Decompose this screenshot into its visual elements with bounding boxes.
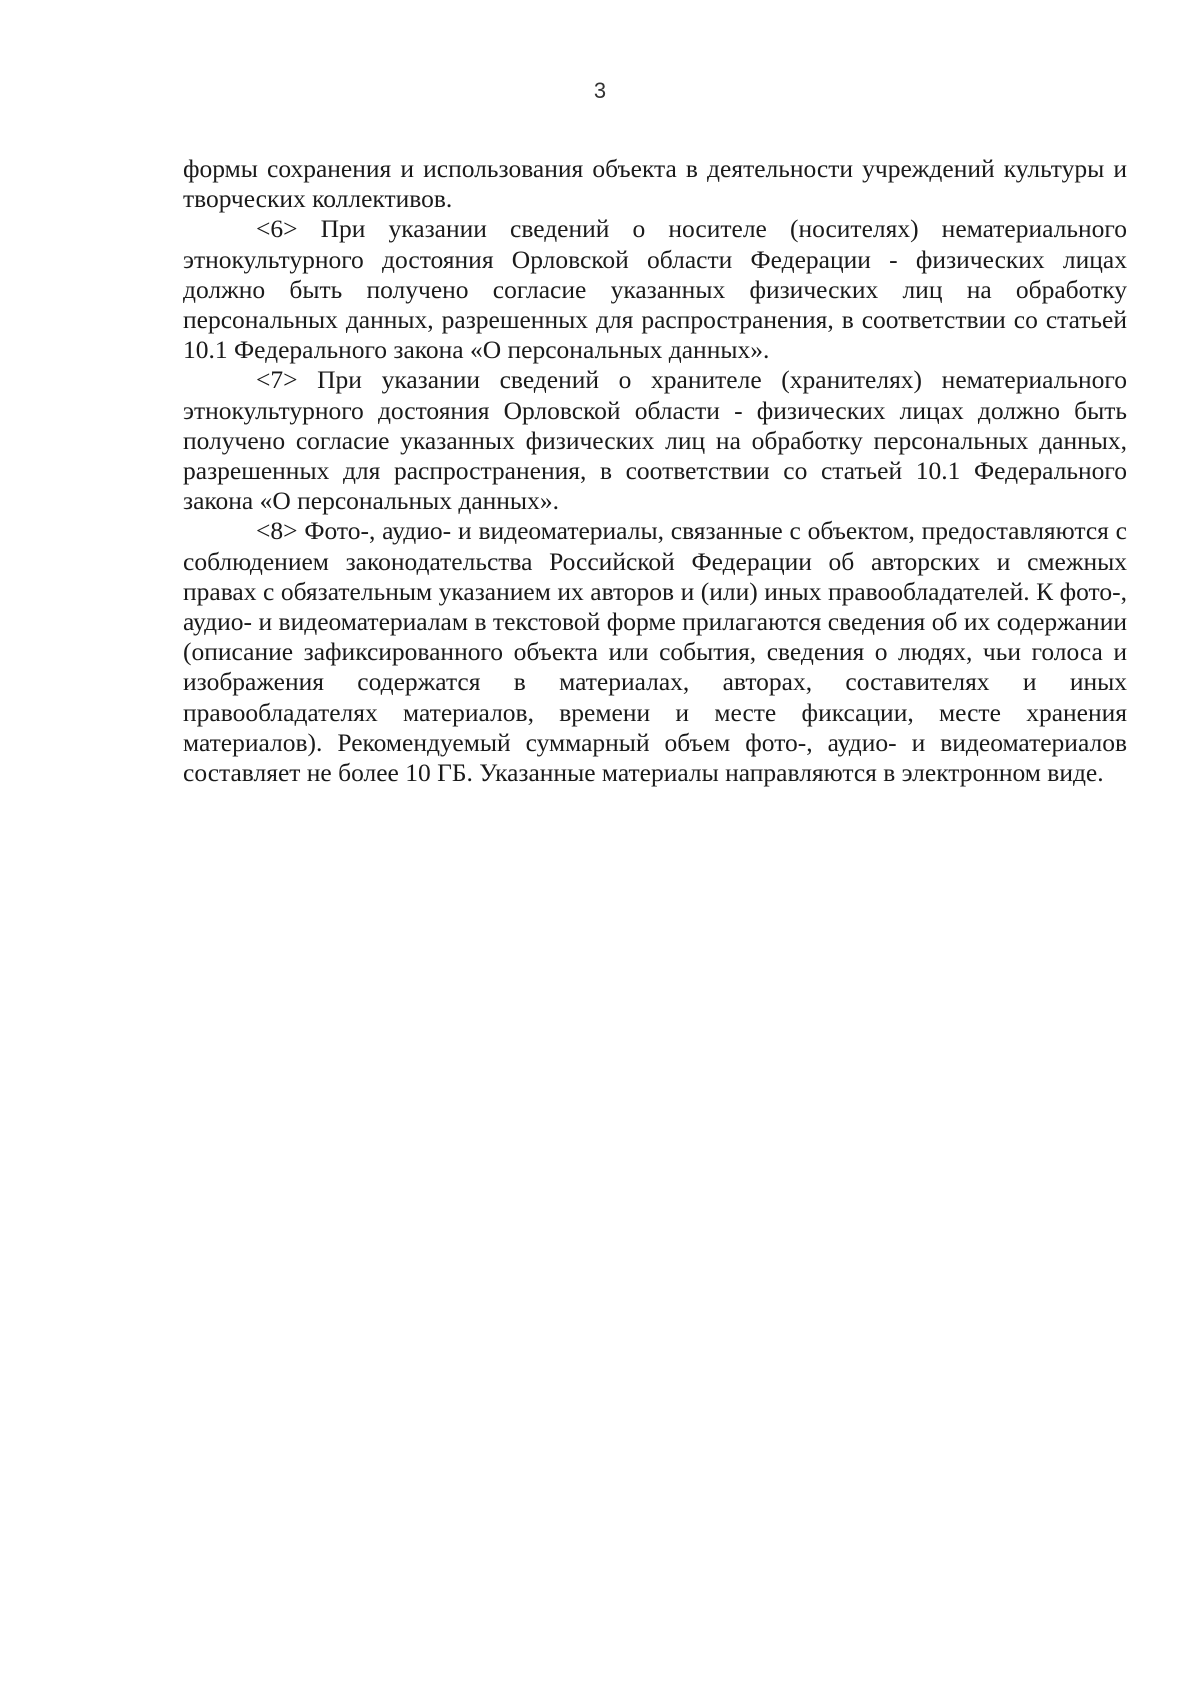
document-body (183, 154, 1127, 788)
paragraph-note-7: <7> При указании сведений о хранителе (хранителях) нематериального этнокультурного достояния Орловской области - физических лицах должно быть получено согласие указанных физических лиц на обработку персональных данных, разрешенных для распространения, в соответствии со статьей 10.1 Федерального закона «О персональных данных». (183, 365, 1127, 516)
paragraph-continuation: формы сохранения и использования объекта в деятельности учреждений культуры и творческих коллективов. (183, 154, 1127, 214)
paragraph-note-6: <6> При указании сведений о носителе (носителях) нематериального этнокультурного достояния Орловской области Федерации - физических лицах должно быть получено согласие указанных физических лиц на обработку персональных данных, разрешенных для распространения, в соответствии со статьей 10.1 Федерального закона «О персональных данных». (183, 214, 1127, 365)
paragraph-note-8: <8> Фото-, аудио- и видеоматериалы, связанные с объектом, предоставляются с соблюдением законодательства Российской Федерации об авторских и смежных правах с обязательным указанием их авторов и (или) иных правообладателей. К фото-, аудио- и видеоматериалам в текстовой форме прилагаются сведения об их содержании (описание зафиксированного объекта или события, сведения о людях, чьи голоса и изображения содержатся в материалах, авторах, составителях и иных правообладателях материалов, времени и месте фиксации, месте хранения материалов). Рекомендуемый суммарный объем фото-, аудио- и видеоматериалов составляет не более 10 ГБ. Указанные материалы направляются в электронном виде. (183, 516, 1127, 788)
page-number: 3 (593, 78, 607, 103)
